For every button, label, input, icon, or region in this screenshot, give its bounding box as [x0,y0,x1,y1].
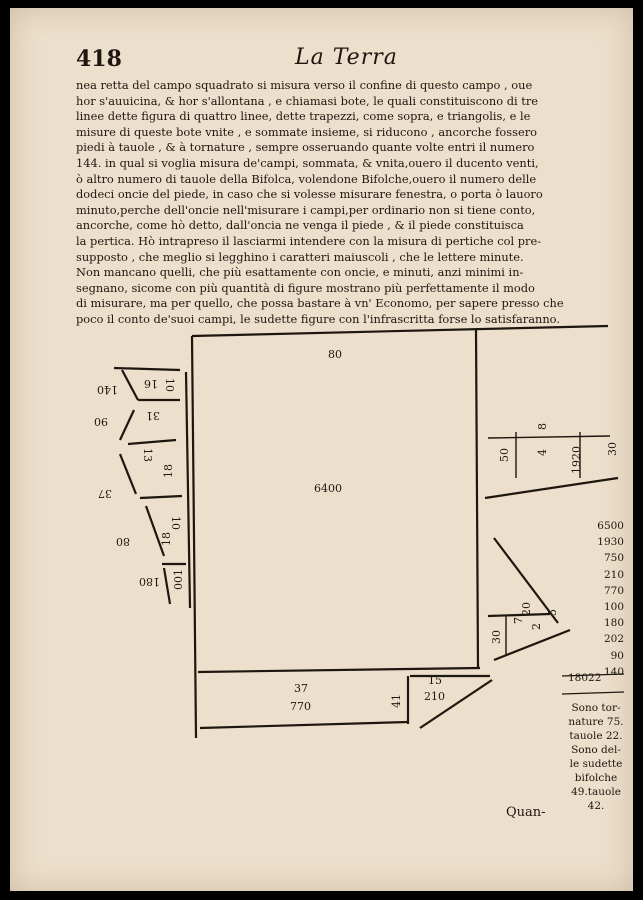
bottom-left-label: 37 [294,682,308,695]
right-lower-label: 7 [512,617,525,624]
body-line: di misurare, ma per quello, che possa bastare à vn' Economo, per sapere presso che [76,296,564,311]
body-line: segnano, sicome con più quantità di figure mostrano più perfettamente il modo [76,280,535,295]
right-upper-label: 1920 [570,446,583,474]
page [10,8,633,891]
sum-value: 100 [603,601,624,614]
caption-line: le sudette [569,758,623,770]
label-area-main: 6400 [314,482,342,495]
sum-total: 18022 [568,672,602,684]
body-line: ancorche, come hò detto, dall'oncia ne venga il piede , & il piede constituisca [76,218,524,233]
body-line: 144. in qual si voglia misura de'campi, sommata, & vnita,ouero il ducento venti, [76,155,539,170]
sum-value: 1930 [597,536,624,549]
left-inner-label: 31 [146,409,160,422]
bottom-right-label: 15 [428,674,442,687]
body-line: dodeci oncie del piede, in caso che si volesse misurare fenestra, o porta ò lauoro [76,187,543,202]
body-line: linee dette figura di quattro linee, dette trapezzi, come sopra, e triangolis, e le [76,109,531,124]
left-inner-label: 18 [160,532,173,546]
catchword: Quan- [506,805,546,820]
running-title: La Terra [295,45,398,70]
body-line: minuto,perche dell'oncie nell'misurare i campi,per ordinario non si tiene conto, [76,202,536,217]
body-line: supposto , che meglio si legghino i caratteri maiuscoli , che le lettere minute. [76,249,524,264]
sum-value: 140 [603,665,624,678]
left-inner-label: 13 [141,448,154,462]
right-upper-label: 50 [498,448,511,462]
caption-line: 49.tauole [571,786,621,798]
right-lower-label: 30 [490,630,503,644]
right-lower-label: 20 [520,602,533,616]
caption-line: Sono del- [571,744,621,756]
left-inner-label: 001 [172,569,185,590]
body-line: misure di queste bote vnite , e sommate insieme, si riducono , ancorche fossero [76,124,538,139]
left-outer-label: 90 [94,415,108,428]
bottom-right-label: 210 [424,690,445,703]
right-upper-label: 30 [606,442,619,456]
left-inner-label: 16 [144,377,158,390]
caption-line: tauole 22. [569,730,623,742]
caption-line: 42. [587,800,605,812]
left-outer-label: 180 [139,575,160,588]
sum-value: 750 [603,552,624,565]
right-lower-label: 5 [546,609,559,616]
caption-line: nature 75. [568,716,624,728]
caption [561,701,631,813]
left-outer-label: 140 [97,383,118,396]
body-line: ò altro numero di tauole della Bifolca, volendone Bifolche,ouero il numero delle [76,171,537,186]
sum-value: 210 [603,568,624,581]
body-line: hor s'auuicina, & hor s'allontana , e chiamasi bote, le quali constituiscono di tre [76,93,539,108]
body-line: Non mancano quelli, che più esattamente con oncie, e minuti, anzi minimi in- [76,265,524,280]
sum-value: 6500 [597,520,624,532]
right-upper-label: 4 [536,449,549,456]
right-lower-label: 2 [530,623,543,630]
sum-rules [10,8,633,891]
sum-rule [562,692,624,694]
caption-line: Sono tor- [571,702,621,714]
body-line: nea retta del campo squadrato si misura verso il confine di questo campo , oue [76,78,533,92]
left-inner-label: 10 [169,516,182,530]
caption-line: bifolche [574,772,618,784]
left-outer-label: 80 [116,535,130,548]
right-upper-label: 8 [536,423,549,430]
left-outer-label: 37 [98,487,112,500]
left-inner-label: 10 [163,378,176,392]
body-line: poco il conto de'suoi campi, le sudette figure con l'infrascritta forse lo satisfaranno. [76,311,560,326]
body-line: piedi à tauole , & à tornature , sempre osseruando quante volte entri il numero [76,140,535,155]
sum-value: 180 [603,617,624,630]
sum-value: 202 [603,633,624,646]
label-80: 80 [328,348,342,361]
bottom-left-label: 770 [290,700,311,713]
page-number: 418 [76,46,122,72]
sum-value: 770 [603,584,624,597]
bottom-left-label: 41 [390,694,403,708]
body-line: la pertica. Hò intrapreso il lasciarmi intendere con la misura di pertiche col pre- [76,233,542,248]
left-inner-label: 18 [162,464,175,478]
sum-value: 90 [610,649,624,662]
